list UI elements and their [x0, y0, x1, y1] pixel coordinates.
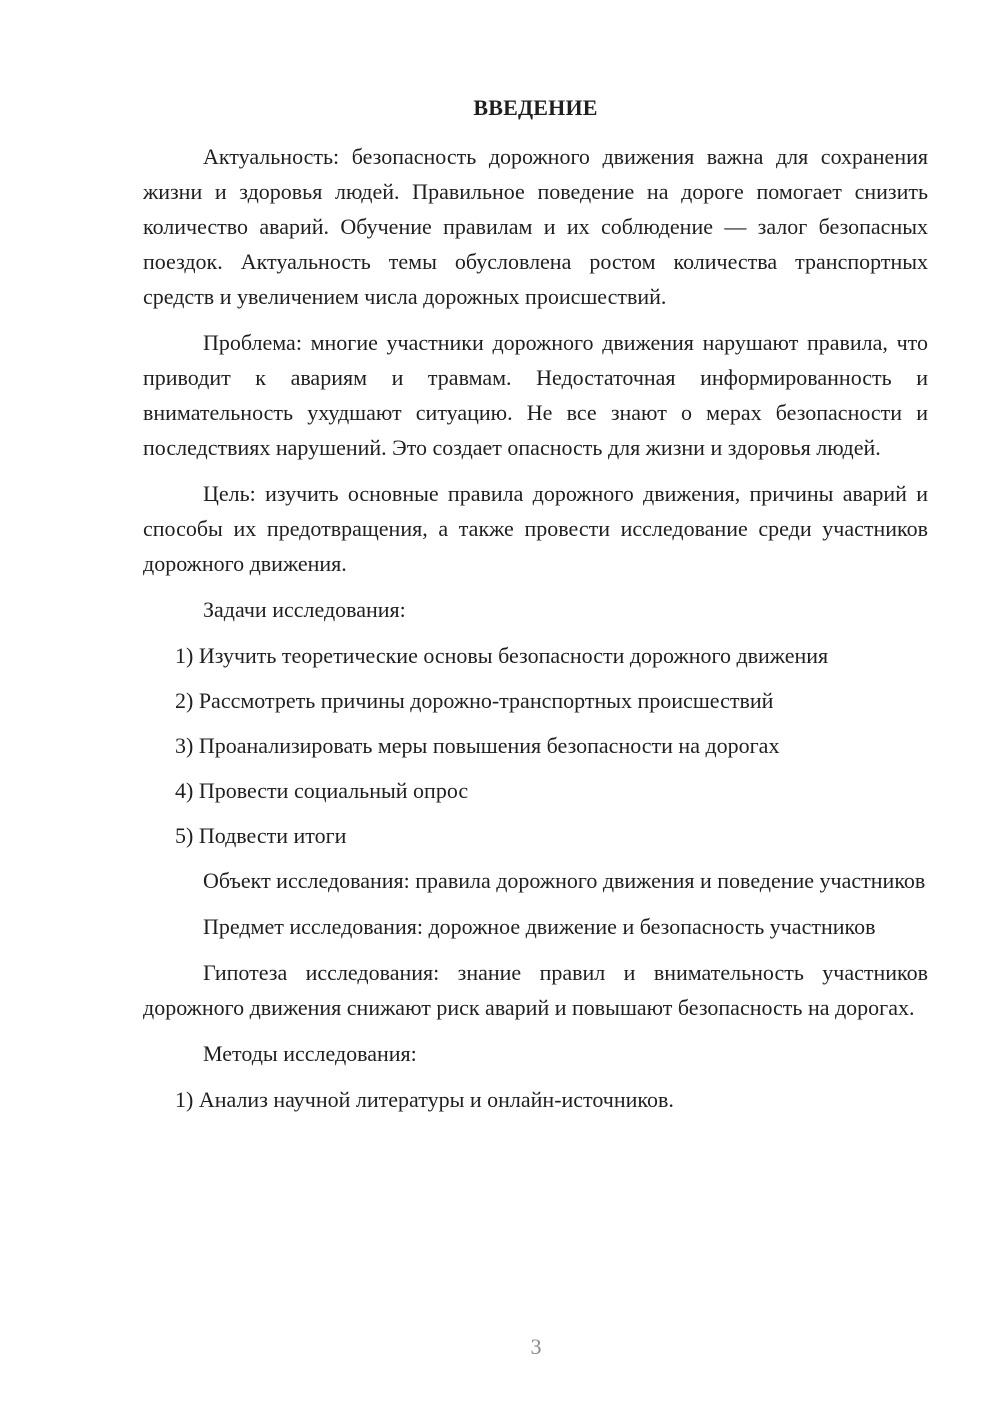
method-item-1: 1) Анализ научной литературы и онлайн-источников.: [175, 1087, 674, 1112]
page-content: [143, 90, 928, 1127]
tasks-list: [143, 638, 928, 853]
task-item-1: 1) Изучить теоретические основы безопасности дорожного движения: [175, 643, 829, 668]
methods-list: [143, 1082, 928, 1117]
goal-paragraph: Цель: изучить основные правила дорожного движения, причины аварий и способы их предотвращения, а также провести исследование среди участников дорожного движения.: [143, 481, 928, 576]
methods-label: Методы исследования:: [203, 1041, 417, 1066]
page-number: 3: [530, 1334, 542, 1359]
relevance-paragraph: Актуальность: безопасность дорожного движения важна для сохранения жизни и здоровья людей. Правильное поведение на дороге помогает снизить количество аварий. Обучение правилам и их соблюдение — залог безопасных поездок. Актуальность темы обусловлена ростом количества транспортных средств и увеличением числа дорожных происшествий.: [143, 144, 928, 309]
task-item-2: 2) Рассмотреть причины дорожно-транспортных происшествий: [175, 688, 774, 713]
section-heading: ВВЕДЕНИЕ: [473, 95, 598, 120]
task-item-3: 3) Проанализировать меры повышения безопасности на дорогах: [175, 733, 780, 758]
task-item-4: 4) Провести социальный опрос: [175, 778, 469, 803]
problem-paragraph: Проблема: многие участники дорожного движения нарушают правила, что приводит к авариям и травмам. Недостаточная информированность и внимательность ухудшают ситуацию. Не все знают о мерах безопасности и последствиях нарушений. Это создает опасность для жизни и здоровья людей.: [143, 330, 928, 460]
hypothesis-paragraph: Гипотеза исследования: знание правил и внимательность участников дорожного движения снижают риск аварий и повышают безопасность на дорогах.: [143, 960, 928, 1020]
task-item-5: 5) Подвести итоги: [175, 823, 347, 848]
tasks-label: Задачи исследования:: [203, 597, 406, 622]
object-paragraph: Объект исследования: правила дорожного движения и поведение участников: [203, 868, 926, 893]
subject-paragraph: Предмет исследования: дорожное движение и безопасность участников: [203, 914, 876, 939]
